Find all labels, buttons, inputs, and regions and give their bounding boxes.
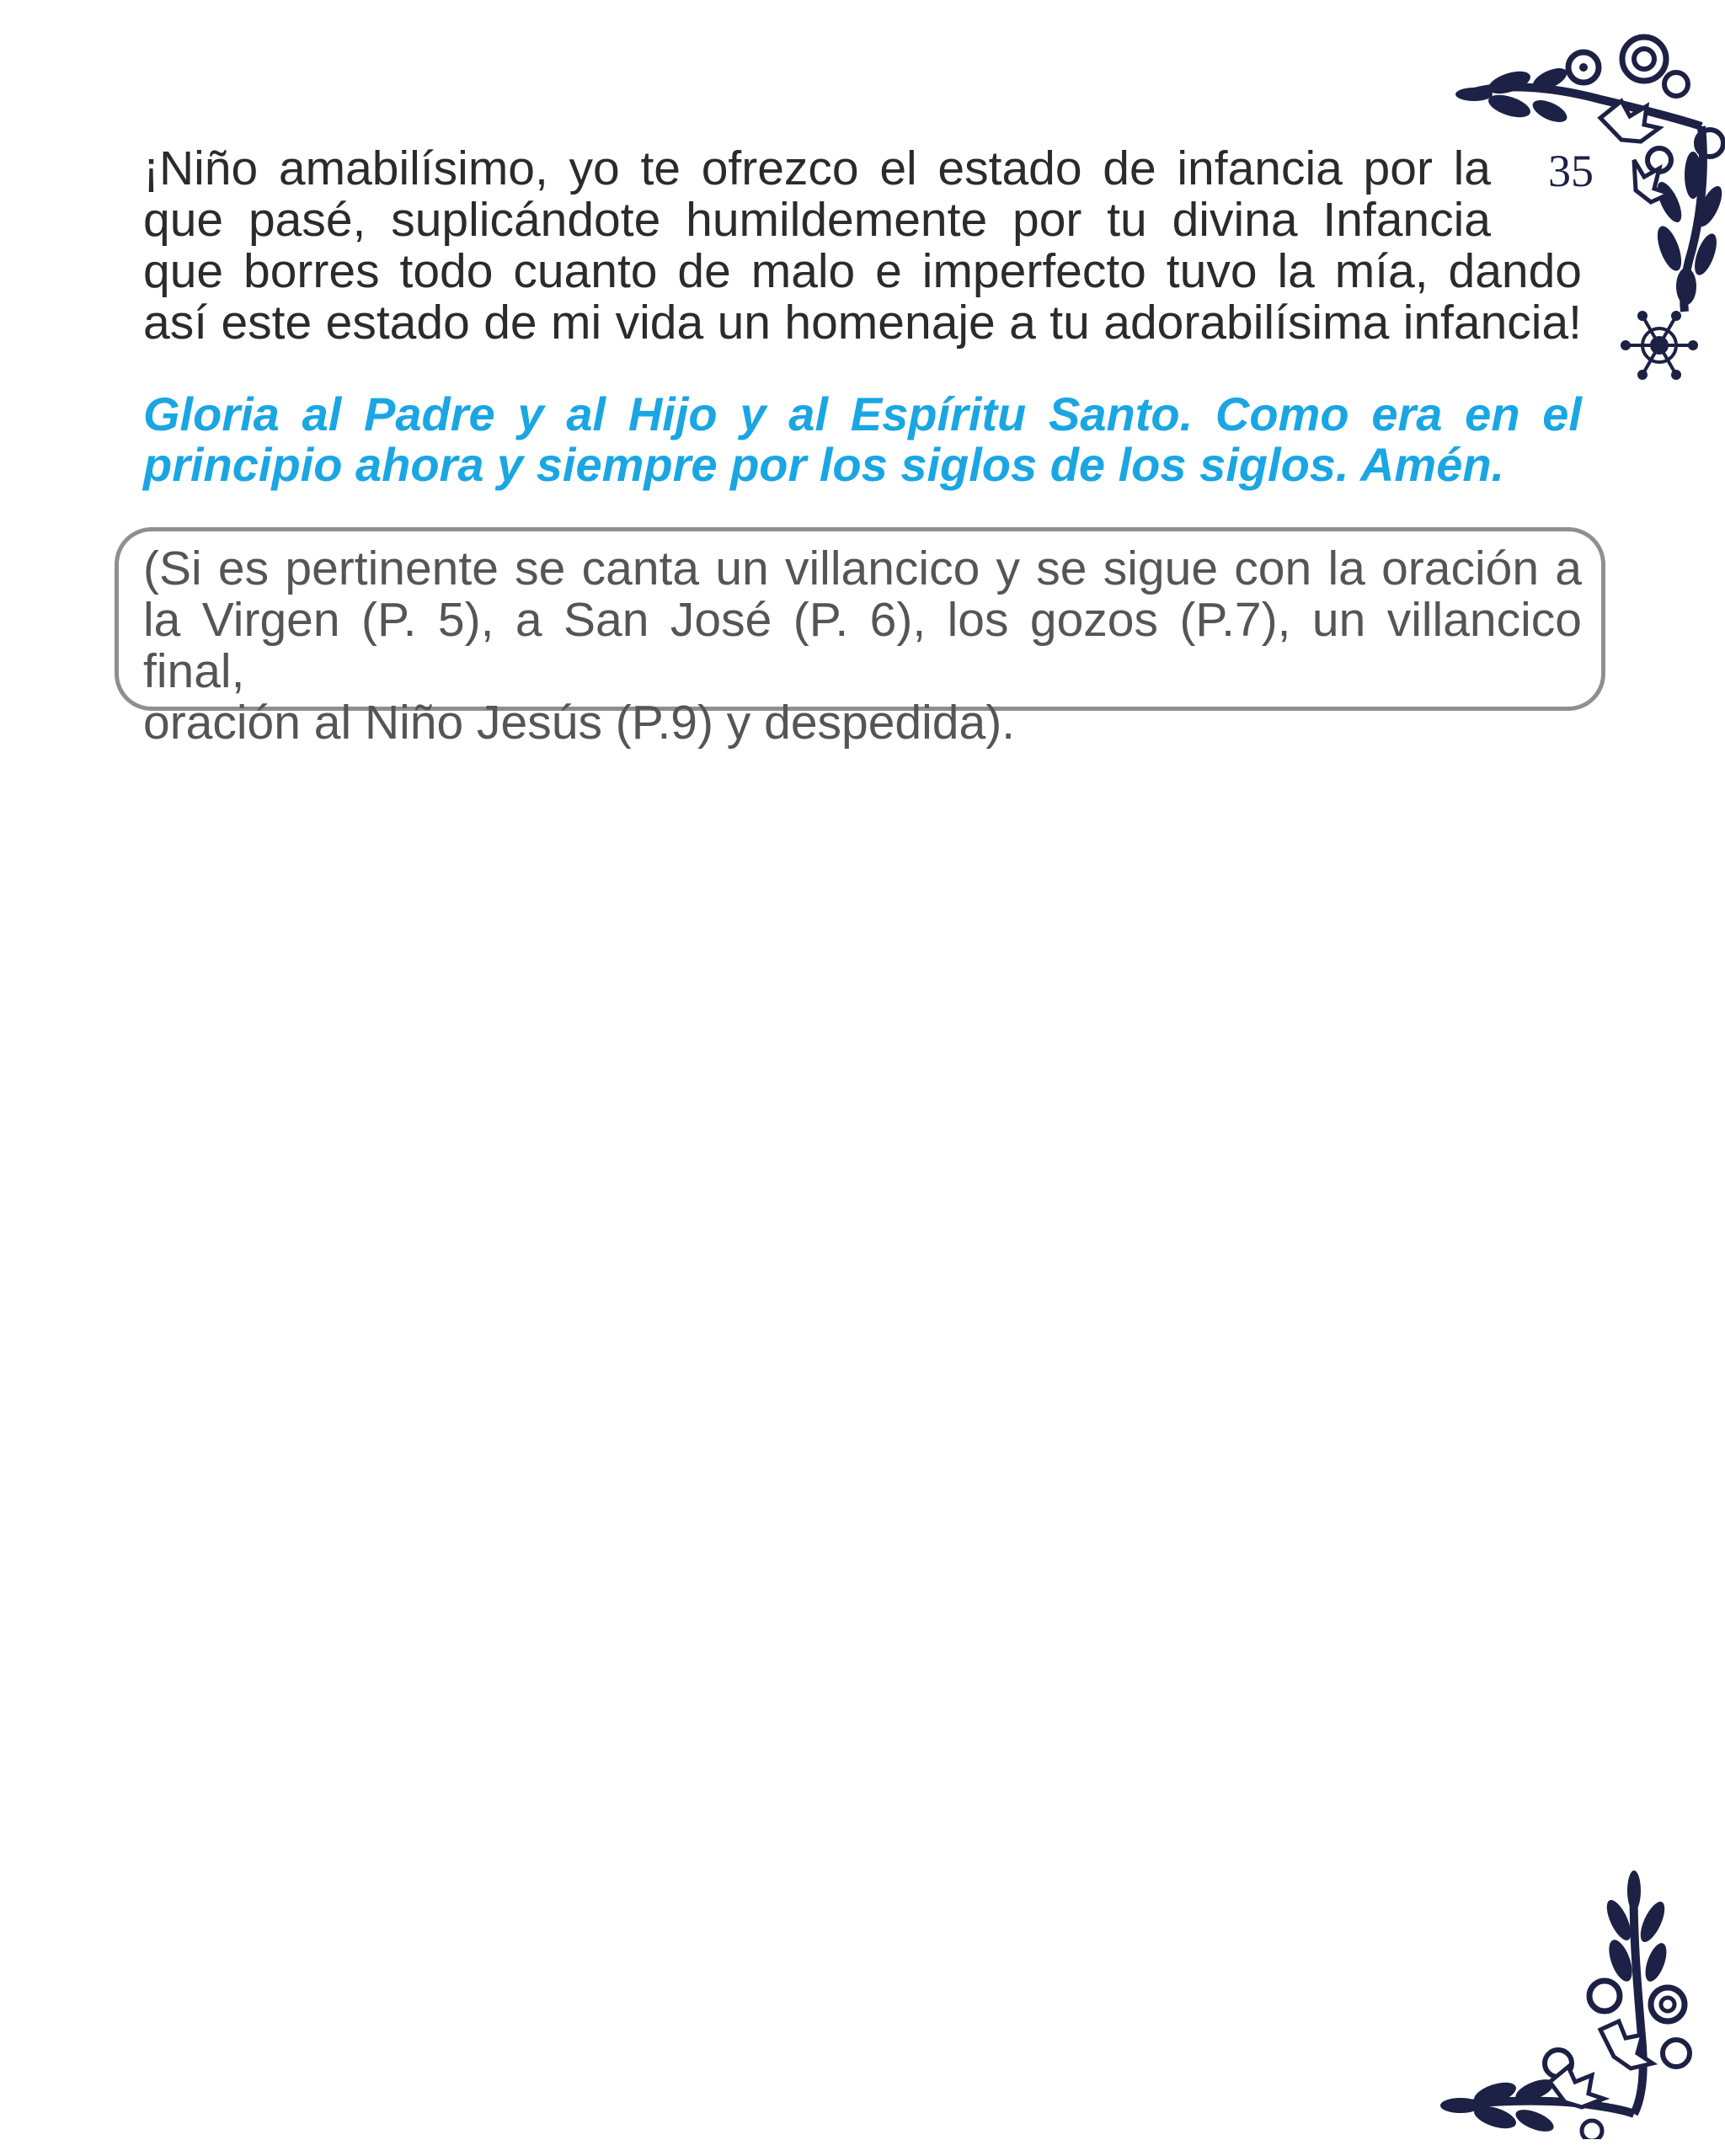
prayer-line: así este estado de mi vida un homenaje a tu adorabilísima infancia! [143,296,1582,350]
prayer-line: ¡Niño amabilísimo, yo te ofrezco el estado de infancia por la [143,141,1491,195]
page-number: 35 [1548,146,1594,196]
gloria-line: principio ahora y siempre por los siglos de los siglos. Amén. [143,438,1505,491]
instruction-line: la Virgen (P. 5), a San José (P. 6), los gozos (P.7), un villancico final, [143,593,1582,698]
bottom-corner-ornament-icon [1432,1861,1701,2139]
prayer-line: que borres todo cuanto de malo e imperfecto tuvo la mía, dando [143,244,1582,298]
instruction-text [143,543,1582,749]
snowflake-icon [1622,312,1696,378]
prayer-line: que pasé, suplicándote humildemente por tu divina Infancia [143,193,1491,247]
instruction-line: oración al Niño Jesús (P.9) y despedida). [143,696,1016,750]
gloria-prayer [143,389,1582,490]
gloria-line: Gloria al Padre y al Hijo y al Espíritu Santo. Como era en el [143,387,1582,440]
instruction-line: (Si es pertinente se canta un villancico y se sigue con la oración a [143,542,1582,595]
prayer-paragraph [143,143,1582,349]
